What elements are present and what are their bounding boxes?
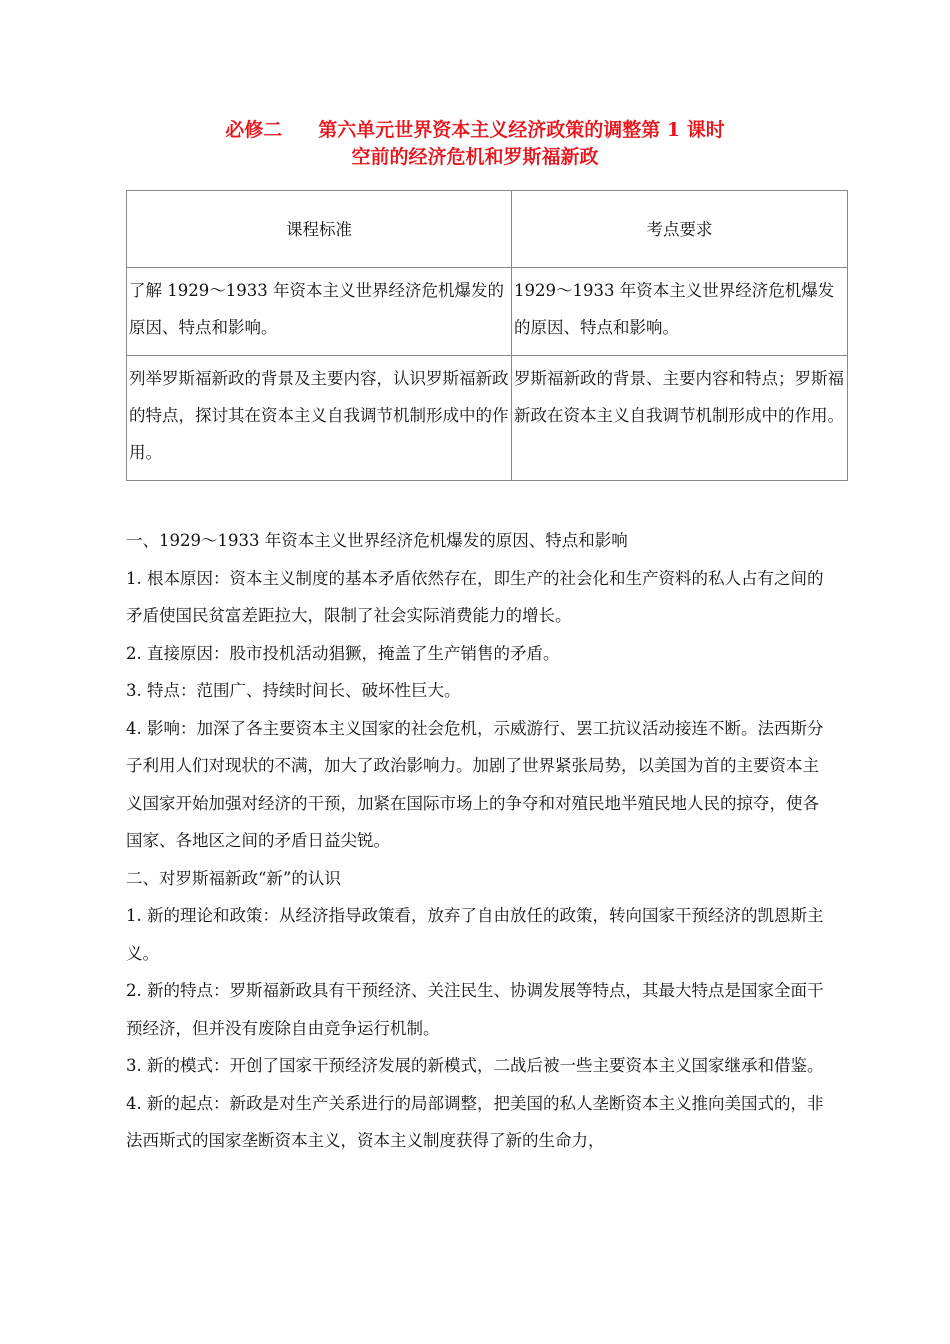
list-item: 3. 特点：范围广、持续时间长、破坏性巨大。 — [126, 681, 461, 700]
table-header-row — [127, 191, 848, 268]
table-cell — [127, 356, 512, 481]
table-header-cell: 考点要求 — [512, 191, 848, 268]
title-course: 必修二 — [225, 119, 283, 141]
table-cell-text: 了解 1929～1933 年资本主义世界经济危机爆发的原因、特点和影响。 — [129, 281, 504, 337]
list-item: 1. 新的理论和政策：从经济指导政策看，放弃了自由放任的政策，转向国家干预经济的凯恩斯主义。 — [126, 906, 824, 963]
table-cell — [512, 268, 848, 356]
table-cell-text: 列举罗斯福新政的背景及主要内容，认识罗斯福新政的特点，探讨其在资本主义自我调节机制形成中的作用。 — [129, 369, 509, 462]
document-title-line1 — [0, 116, 950, 144]
table-cell — [512, 356, 848, 481]
curriculum-table — [126, 190, 848, 481]
list-item: 1. 根本原因：资本主义制度的基本矛盾依然存在，即生产的社会化和生产资料的私人占有之间的矛盾使国民贫富差距拉大，限制了社会实际消费能力的增长。 — [126, 568, 824, 625]
section-heading: 一、1929～1933 年资本主义世界经济危机爆发的原因、特点和影响 — [126, 531, 628, 550]
table-cell — [127, 268, 512, 356]
table-cell-text: 罗斯福新政的背景、主要内容和特点；罗斯福新政在资本主义自我调节机制形成中的作用。 — [514, 369, 844, 425]
list-item: 4. 影响：加深了各主要资本主义国家的社会危机，示威游行、罢工抗议活动接连不断。法西斯分子利用人们对现状的不满，加大了政治影响力。加剧了世界紧张局势，以美国为首的主要资本主义国家开始加强对经济的干预，加紧在国际市场上的争夺和对殖民地半殖民地人民的掠夺，使各国家、各地区之间的矛盾日益尖锐。 — [126, 718, 824, 850]
list-item: 3. 新的模式：开创了国家干预经济发展的新模式，二战后被一些主要资本主义国家继承和借鉴。 — [126, 1056, 824, 1075]
table-cell-text: 1929～1933 年资本主义世界经济危机爆发的原因、特点和影响。 — [514, 281, 835, 337]
list-item: 2. 新的特点：罗斯福新政具有干预经济、关注民生、协调发展等特点，其最大特点是国家全面干预经济，但并没有废除自由竞争运行机制。 — [126, 981, 824, 1038]
document-body — [126, 522, 831, 1160]
list-item: 2. 直接原因：股市投机活动猖獗，掩盖了生产销售的矛盾。 — [126, 643, 560, 663]
document-title-line2: 空前的经济危机和罗斯福新政 — [351, 146, 599, 168]
table-row — [127, 268, 848, 356]
list-item: 4. 新的起点：新政是对生产关系进行的局部调整，把美国的私人垄断资本主义推向美国式的，非法西斯式的国家垄断资本主义，资本主义制度获得了新的生命力， — [126, 1093, 824, 1150]
table-header-cell: 课程标准 — [127, 191, 512, 268]
section-heading: 二、对罗斯福新政“新”的认识 — [126, 868, 341, 888]
table-row — [127, 356, 848, 481]
title-unit: 第六单元世界资本主义经济政策的调整第 1 课时 — [318, 119, 725, 141]
